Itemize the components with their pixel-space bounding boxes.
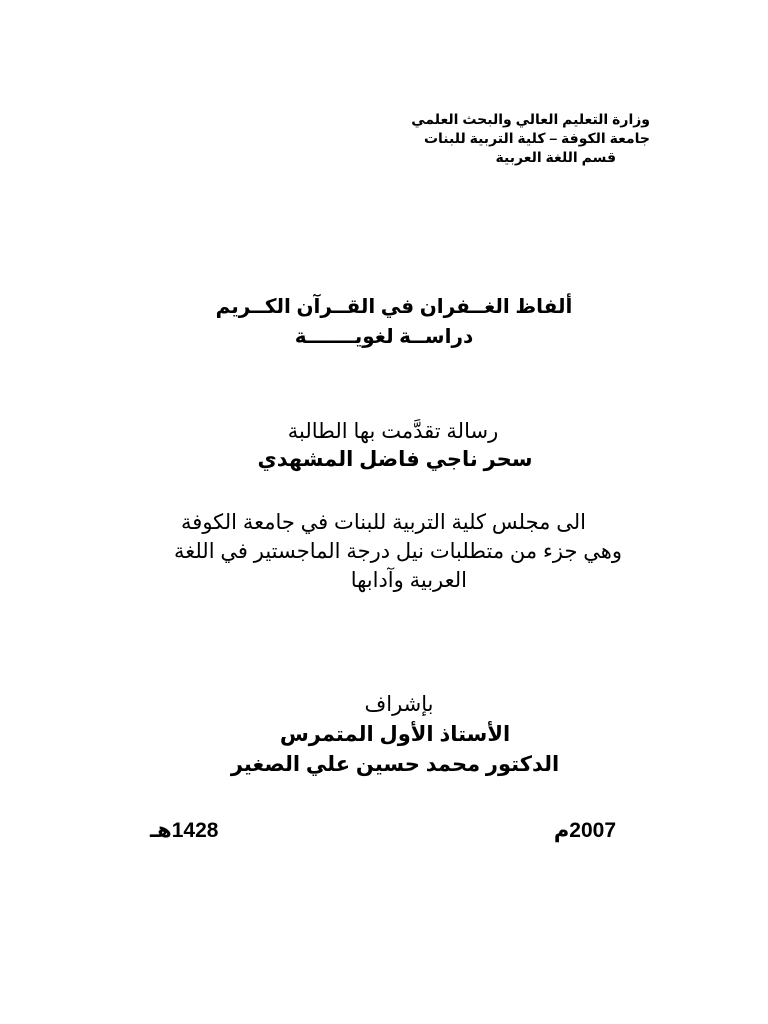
supervisor-rank: الأستاذ الأول المتمرس (279, 723, 511, 746)
submission-intro: رسالة تقدَّمت بها الطالبة (287, 420, 499, 443)
ministry-name: وزارة التعليم العالي والبحث العلمي (411, 111, 650, 127)
thesis-title-main: ألفاظ الغــفران في القــرآن الكــريم (215, 296, 573, 318)
purpose-line-1: الى مجلس كلية التربية للبنات في جامعة الكوفة (181, 511, 586, 534)
submission-purpose (122, 508, 622, 595)
gregorian-year: 2007م (553, 819, 616, 842)
supervisor-name: الدكتور محمد حسين علي الصغير (230, 753, 560, 776)
purpose-line-2: وهي جزء من متطلبات نيل درجة الماجستير في اللغة (173, 540, 622, 563)
department-name: قسم اللغة العربية (495, 149, 616, 165)
supervision-section (0, 690, 768, 780)
thesis-title-subtitle: دراســة لغويـــــــة (294, 326, 474, 348)
thesis-title (0, 292, 768, 352)
university-name: جامعة الكوفة – كلية التربية للبنات (423, 130, 650, 146)
institution-header (411, 110, 650, 167)
purpose-line-3: العربية وآدابها (350, 569, 467, 592)
hijri-year: 1428هـ (150, 819, 219, 842)
supervision-label: بإشراف (364, 693, 434, 716)
student-name: سحر ناجي فاضل المشهدي (257, 448, 533, 471)
student-section (0, 418, 768, 474)
